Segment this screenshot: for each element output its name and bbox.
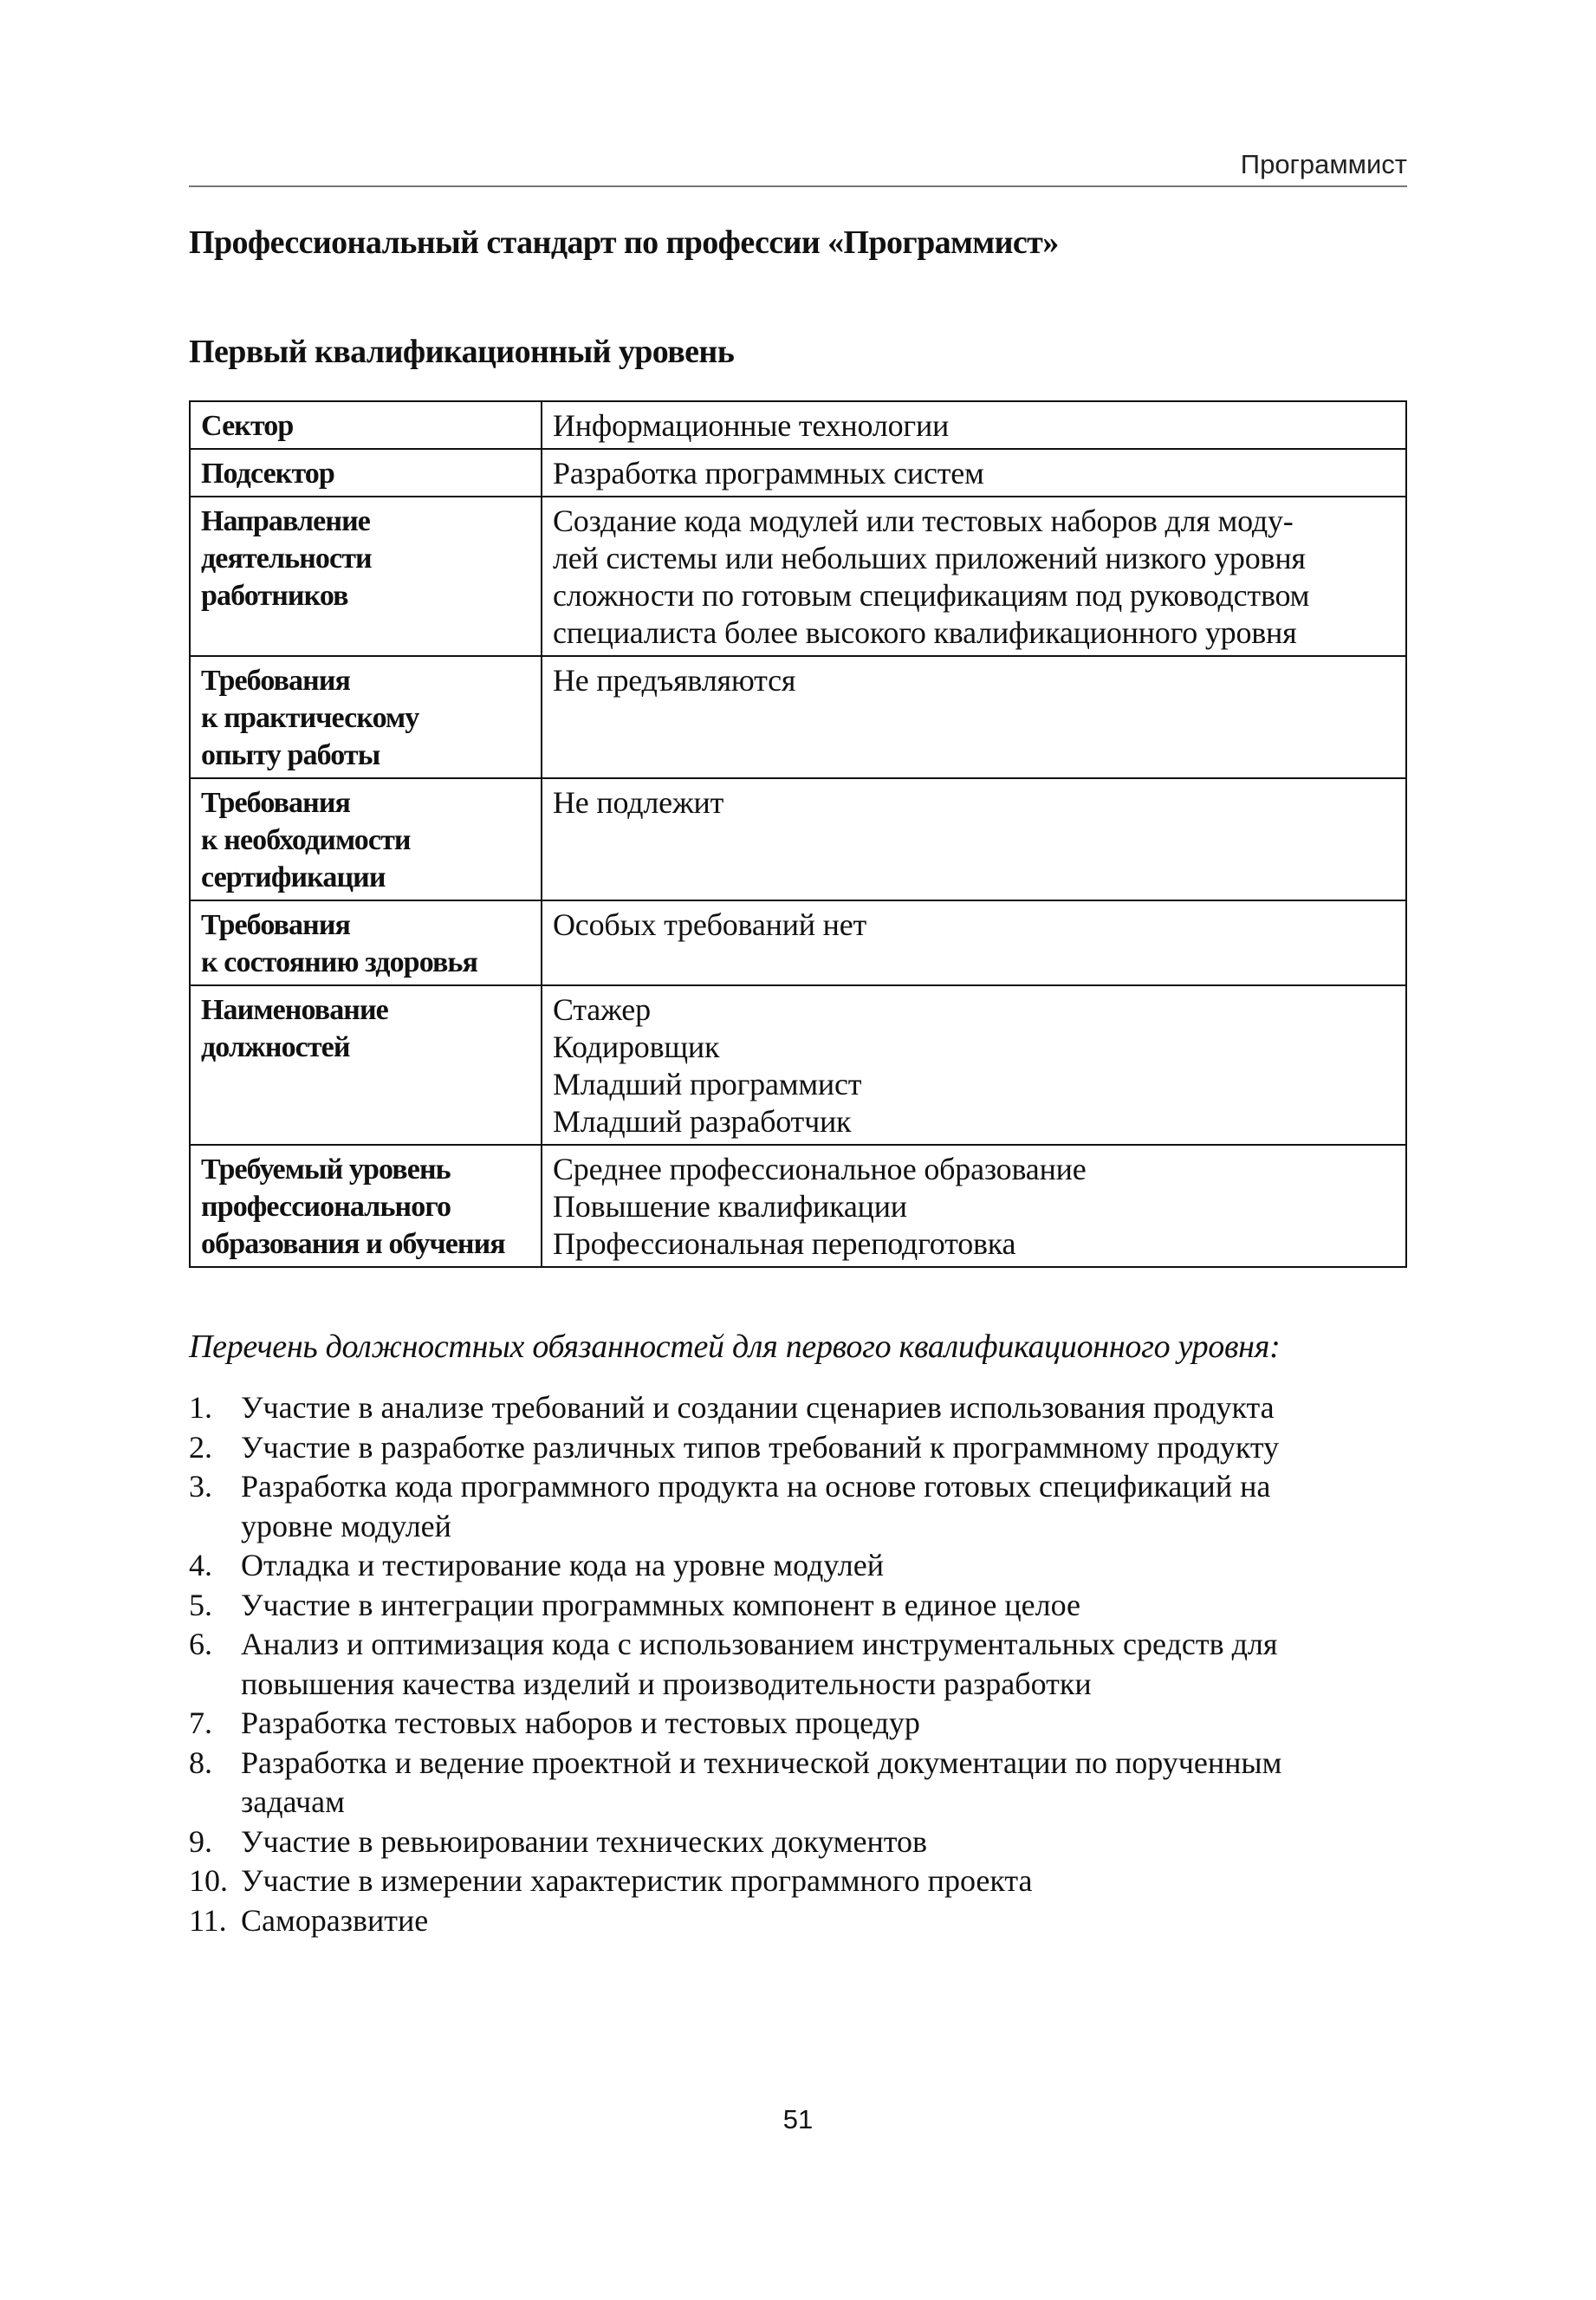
qualification-table [189,400,1407,1268]
value-line: Среднее профессиональное образование [553,1152,1087,1186]
list-item-number: 7. [189,1706,212,1740]
value-line: Особых требований нет [553,907,867,942]
list-item [189,1861,1419,1901]
value-line: Не подлежит [553,785,724,820]
table-row-label [190,900,542,985]
list-item-text: задачам [241,1784,345,1819]
label-line: профессионального [201,1191,451,1223]
list-item-text: Участие в разработке различных типов требований к программному продукту [241,1429,1280,1465]
label-line: Требуемый уровень [201,1153,451,1186]
list-item-number: 10. [189,1863,228,1898]
label-line: к состоянию здоровья [201,946,477,978]
duties-list [189,1388,1419,1940]
list-item-text: Разработка тестовых наборов и тестовых процедур [241,1706,920,1740]
table-row [190,449,1406,497]
list-item-number: 9. [189,1823,212,1859]
list-item-number: 3. [189,1469,212,1504]
table-row [190,656,1406,778]
list-item [189,1546,1419,1586]
list-item-text: Отладка и тестирование кода на уровне модулей [241,1548,884,1582]
list-item-number: 8. [189,1744,212,1780]
list-item-text: Разработка кода программного продукта на основе готовых спецификаций на [241,1469,1271,1504]
list-item [189,1467,1419,1546]
value-line: сложности по готовым спецификациям под руководством [553,578,1310,613]
label-line: деятельности [201,543,372,575]
value-line: Стажер [553,992,651,1027]
table-row [190,985,1406,1145]
table-row [190,1145,1406,1267]
list-item [189,1744,1419,1822]
list-item [189,1428,1419,1468]
list-item [189,1586,1419,1626]
table-row-value [542,778,1406,900]
label-line: Направление [201,505,370,537]
label-line: сертификации [201,861,386,893]
list-item-number: 1. [189,1390,212,1425]
list-item-number: 2. [189,1429,212,1465]
list-item-number: 6. [189,1627,212,1661]
table-row-label [190,449,542,497]
value-line: Разработка программных систем [553,456,984,491]
value-line: лей системы или небольших приложений низкого уровня [553,541,1306,575]
value-line: Младший программист [553,1067,862,1101]
list-item-text: Участие в ревьюировании технических документов [241,1823,927,1859]
label-line: работников [201,580,348,612]
table-row-value [542,401,1406,449]
page-number: 51 [782,2104,814,2134]
value-line: Младший разработчик [553,1104,852,1139]
duties-heading: Перечень должностных обязанностей для первого квалификационного уровня: [189,1329,1281,1365]
table-row-value [542,985,1406,1145]
list-item [189,1388,1419,1428]
value-line: Кодировщик [553,1030,720,1064]
value-line: специалиста более высокого квалификационного уровня [553,615,1297,650]
list-item-number: 4. [189,1548,212,1582]
list-item [189,1704,1419,1744]
table-row-value [542,1145,1406,1267]
label-line: Требования [201,665,351,697]
label-line: Требования [201,909,351,941]
table-row-value [542,449,1406,497]
value-line: Создание кода модулей или тестовых наборов для моду- [553,504,1294,538]
table-row [190,401,1406,449]
section-title: Первый квалификационный уровень [189,334,735,370]
list-item [189,1901,1419,1941]
label-line: Требования [201,787,351,819]
table-row-label [190,401,542,449]
list-item-number: 11. [189,1902,227,1938]
list-item-text: Анализ и оптимизация кода с использованием инструментальных средств для [241,1627,1278,1661]
list-item-text: Разработка и ведение проектной и технической документации по порученным [241,1744,1282,1780]
list-item [189,1625,1419,1704]
table-row-value [542,900,1406,985]
label-line: должностей [201,1031,350,1063]
list-item-text: Участие в измерении характеристик программного проекта [241,1863,1033,1898]
table-row-label [190,985,542,1145]
list-item-text: Участие в анализе требований и создании сценариев использования продукта [241,1390,1275,1425]
list-item-number: 5. [189,1587,212,1622]
qualification-table-body [190,401,1406,1267]
running-header: Программист [189,149,1407,187]
value-line: Повышение квалификации [553,1189,907,1224]
label-line: Подсектор [201,458,334,490]
label-line: образования и обучения [201,1228,505,1260]
table-row-label [190,656,542,778]
table-row-label [190,497,542,656]
table-row-value [542,497,1406,656]
label-line: опыту работы [201,739,380,771]
list-item-text: Участие в интеграции программных компонент в единое целое [241,1587,1080,1622]
table-row [190,497,1406,656]
label-line: к практическому [201,702,419,734]
list-item-text: уровне модулей [241,1508,451,1543]
list-item [189,1822,1419,1862]
list-item-text: Саморазвитие [241,1902,429,1938]
table-row-value [542,656,1406,778]
table-row [190,900,1406,985]
document-title: Профессиональный стандарт по профессии «Программист» [189,224,1059,261]
table-row-label [190,1145,542,1267]
label-line: Сектор [201,410,294,442]
label-line: к необходимости [201,824,411,856]
value-line: Профессиональная переподготовка [553,1226,1016,1261]
label-line: Наименование [201,994,388,1026]
list-item-text: повышения качества изделий и производительности разработки [241,1666,1092,1701]
value-line: Информационные технологии [553,408,950,443]
value-line: Не предъявляются [553,663,796,698]
table-row-label [190,778,542,900]
table-row [190,778,1406,900]
